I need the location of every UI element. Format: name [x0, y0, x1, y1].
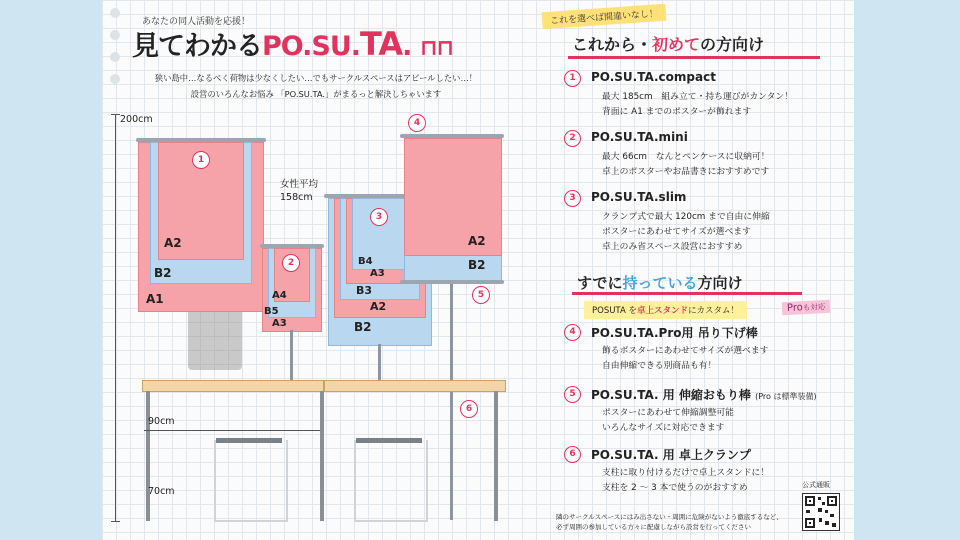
logo: [132, 24, 453, 63]
binder-hole: [110, 74, 120, 84]
poster-a2: [404, 138, 502, 256]
size-label: A2: [468, 234, 486, 248]
slim-pole: [378, 344, 381, 380]
item-desc: クランプ式で最大 120cm まで自由に伸縮 ポスターにあわせてサイズが選べます 卓上のみ省スペース設営におすすめ: [602, 212, 770, 252]
size-label: A1: [146, 292, 164, 306]
size-label: B2: [354, 320, 372, 334]
size-label: B5: [264, 306, 279, 317]
flyer-sheet: [102, 0, 854, 540]
item-title: PO.SU.TA.compact: [591, 70, 716, 84]
item-title: PO.SU.TA. 用 伸縮おもり棒 (Pro は標準装備): [591, 388, 817, 402]
female-avg-value: 158cm: [280, 192, 313, 203]
badge-4: 4: [408, 114, 426, 132]
size-label: B3: [356, 284, 373, 297]
width-arrow: [144, 430, 320, 431]
pro-pole: [450, 284, 453, 520]
footnote: 隣のサークルスペースにはみ出さない・周囲に危険がないよう徹底するなど、 必ず周囲の参加している方々に配慮しながら設営を行ってください: [556, 513, 783, 531]
item-desc: 最大 66cm なんとペンケースに収納可！ 卓上のポスターやお品書きにおすすめです: [602, 152, 770, 177]
item-desc: 最大 185cm 組み立て・持ち運びがカンタン！ 背面に A1 までのポスターが飾れます: [602, 92, 793, 117]
binder-hole: [110, 30, 120, 40]
chair-seat: [216, 438, 282, 443]
size-label: B2: [468, 258, 486, 272]
heading-new-users: これから・初めての方向け: [572, 35, 765, 54]
table-left: [142, 380, 324, 392]
item-desc: 飾るポスターにあわせてサイズが選べます 自由伸縮できる別商品も有！: [602, 346, 769, 371]
size-label: A2: [164, 236, 182, 250]
heading-underline: [568, 56, 820, 59]
item-number: 4: [564, 324, 581, 341]
badge-1: 1: [192, 151, 210, 169]
item-number: 1: [564, 70, 581, 87]
size-label: A4: [272, 290, 287, 301]
chair-seat: [356, 438, 422, 443]
item-desc: ポスターにあわせて伸縮調整可能 いろんなサイズに対応できます: [602, 408, 734, 433]
height-200-label: 200cm: [120, 114, 153, 125]
tape-note: これを選べば間違いなし！: [542, 4, 667, 30]
qr-code-graphic: [803, 494, 839, 530]
item-title: PO.SU.TA.slim: [591, 190, 687, 204]
table-doodle-icon: ⊓⊓: [419, 36, 453, 61]
female-avg-label: 女性平均: [280, 179, 319, 190]
size-label: A2: [370, 300, 387, 313]
item-title: PO.SU.TA. 用 卓上クランプ: [591, 448, 751, 462]
chair: [214, 440, 288, 522]
item-desc: 支柱に取り付けるだけで卓上スタンドに！ 支柱を 2 ～ 3 本で使うのがおすすめ: [602, 468, 770, 493]
binder-hole: [110, 8, 120, 18]
height-ruler: [115, 114, 116, 522]
binder-hole: [110, 52, 120, 62]
intro-text: 狭い島中…なるべく荷物は少なくしたい…でもサークルスペースはアピールしたい…！ 設営のいろんなお悩み 「PO.SU.TA.」がまるっと解決しちゃいます: [154, 73, 478, 99]
size-label: B2: [154, 266, 172, 280]
heading-existing-users: すでに持っている方向け: [577, 274, 743, 292]
heading-underline: [572, 292, 802, 295]
qr-code-icon[interactable]: [802, 493, 840, 531]
height-70-label: 70cm: [148, 486, 175, 497]
table-right: [324, 380, 506, 392]
item-title: PO.SU.TA.Pro用 吊り下げ棒: [591, 326, 758, 340]
tagline: あなたの同人活動を応援！: [142, 17, 251, 27]
mini-pole: [290, 330, 293, 380]
item-number: 6: [564, 446, 581, 463]
size-label: B4: [358, 256, 373, 267]
badge-3: 3: [370, 208, 388, 226]
table-leg: [320, 391, 324, 521]
pro-badge: Proも対応: [782, 300, 831, 316]
item-title: PO.SU.TA.mini: [591, 130, 688, 144]
chair: [354, 440, 428, 522]
item-number: 2: [564, 130, 581, 147]
size-label: A3: [272, 318, 287, 329]
logo-prefix: 見てわかる: [132, 31, 262, 62]
custom-banner: POSUTA を卓上スタンドにカスタム！: [584, 301, 747, 319]
badge-5: 5: [472, 286, 490, 304]
logo-brand: PO.SU.TA.: [262, 25, 412, 63]
item-number: 5: [564, 386, 581, 403]
table-leg: [146, 391, 150, 521]
item-number: 3: [564, 190, 581, 207]
table-leg: [494, 391, 498, 521]
width-90-label: 90cm: [148, 416, 175, 427]
ruler-tick: [111, 114, 120, 115]
size-label: A3: [370, 268, 385, 279]
badge-6: 6: [460, 400, 478, 418]
ruler-tick: [111, 521, 120, 522]
qr-label: 公式通販: [802, 481, 830, 489]
badge-2: 2: [282, 254, 300, 272]
